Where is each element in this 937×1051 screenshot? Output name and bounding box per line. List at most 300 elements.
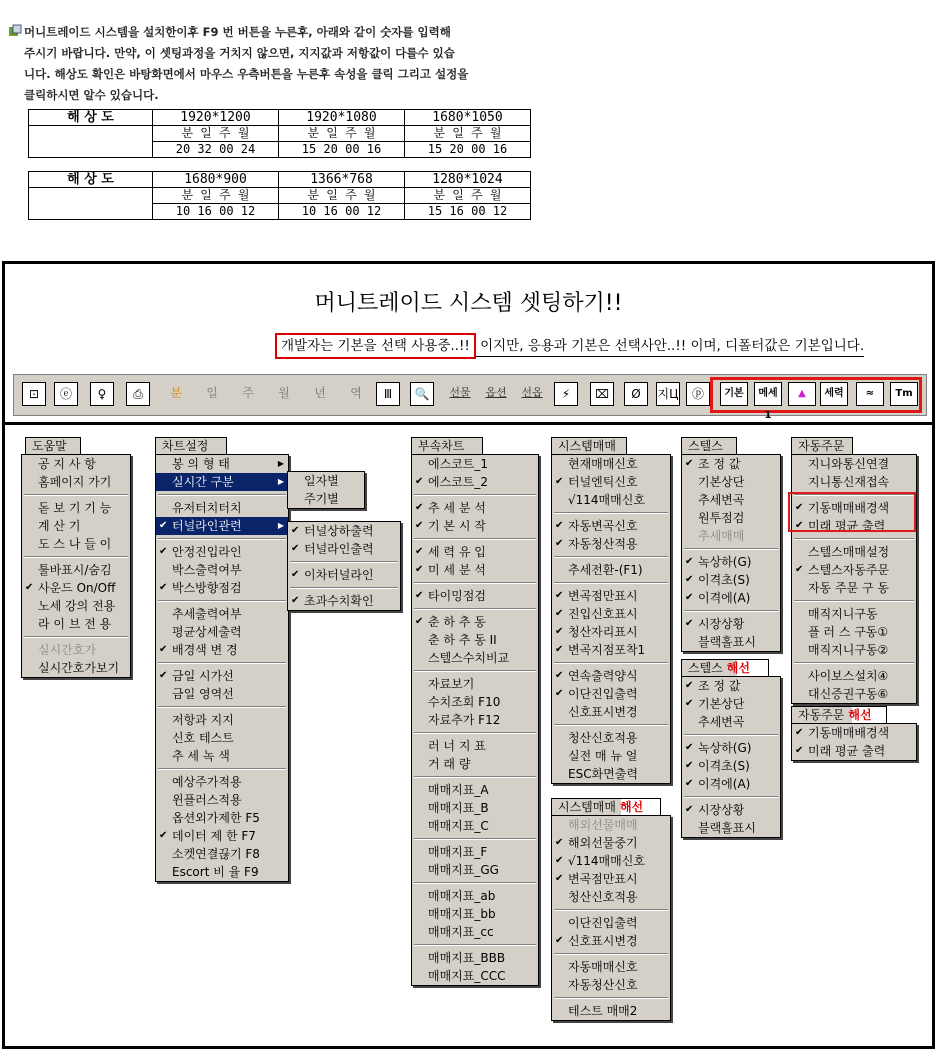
menu-item[interactable]	[792, 455, 916, 473]
menu-help	[21, 454, 131, 678]
menu-item-label: √114매매신호	[568, 493, 645, 507]
menu-title-chart[interactable]	[155, 437, 227, 454]
menu-item[interactable]	[792, 641, 916, 659]
menu-item-label: 청산신호적용	[568, 731, 638, 745]
bars-icon[interactable]: Ⅲ	[376, 382, 400, 406]
menu-separator	[158, 600, 286, 602]
menu-item[interactable]	[412, 499, 538, 517]
menu-item-label: 추세변곡	[698, 715, 745, 729]
trend-icon[interactable]: ▲	[788, 382, 816, 406]
menu-item-label: 자동 주문 구 동	[808, 581, 889, 595]
menu-item[interactable]	[156, 605, 288, 623]
menu-item[interactable]	[412, 613, 538, 631]
menu-separator	[414, 882, 536, 884]
menu-item-label: √114매매신호	[568, 854, 645, 868]
menu-item[interactable]	[412, 711, 538, 729]
menu-item[interactable]	[288, 592, 400, 610]
menu-item-label: 계 산 기	[38, 519, 81, 533]
jisu-icon[interactable]: 지Ц	[656, 382, 680, 406]
menu-item-label: 유저터치터치	[172, 501, 242, 515]
menu-item-label: 플 러 스 구동①	[808, 625, 889, 639]
menu-item[interactable]	[22, 597, 130, 615]
day-icon[interactable]: 일	[200, 382, 224, 406]
menu-title-label: 시스템매매	[558, 800, 616, 814]
menu-item-label: 홈페이지 가기	[38, 475, 112, 489]
menu-item-label: 평균상세출력	[172, 625, 242, 639]
menu-item[interactable]	[412, 755, 538, 773]
menu-item[interactable]	[552, 703, 670, 721]
menu-item-label: 매매지표_CCC	[428, 969, 506, 983]
p-icon[interactable]: ⓟ	[686, 382, 710, 406]
menu-item[interactable]	[792, 605, 916, 623]
menu-item-label: 터널상하출력	[304, 524, 374, 538]
menu-item-label: 에스코트_1	[428, 457, 489, 471]
menu-item-label: ESC화면출력	[568, 767, 638, 781]
menu-item-label: 일자별	[304, 474, 339, 488]
menu-item-label: 변곡점만표시	[568, 872, 638, 886]
menu-item[interactable]	[682, 527, 780, 545]
menu-item-label: 현재매매신호	[568, 457, 638, 471]
menu-item[interactable]	[792, 561, 916, 579]
menu-system	[551, 454, 671, 784]
minute-icon[interactable]: 분	[164, 382, 188, 406]
menu-item[interactable]	[792, 623, 916, 641]
menu-item[interactable]	[156, 809, 288, 827]
menu-item[interactable]	[412, 693, 538, 711]
menu-item[interactable]	[412, 843, 538, 861]
menu-separator	[414, 732, 536, 734]
overseas-label: 해선	[619, 800, 644, 814]
menu-item[interactable]	[682, 473, 780, 491]
menu-separator	[554, 909, 668, 911]
menu-title-label: 부속차트	[418, 439, 465, 453]
menu-title-system2[interactable]	[551, 798, 661, 815]
year-icon[interactable]: 년	[308, 382, 332, 406]
menu-separator	[684, 610, 778, 612]
select-icon[interactable]: 선옵	[518, 382, 546, 406]
menu-item[interactable]	[412, 905, 538, 923]
menu-item[interactable]	[412, 517, 538, 535]
menu-item-label: 실시간호가보기	[38, 661, 120, 675]
menu-item[interactable]	[682, 455, 780, 473]
menu-item-label: 이격초(S)	[698, 759, 750, 773]
menu-title-system[interactable]	[551, 437, 627, 454]
menu-separator	[554, 582, 668, 584]
resolution-cell: 1280*1024	[405, 172, 531, 188]
menu-item[interactable]	[682, 677, 780, 695]
chart-doc-icon[interactable]: ⊡	[22, 382, 46, 406]
menu-title-label: 스텔스	[688, 439, 723, 453]
menu-item-label: 기본상단	[698, 475, 745, 489]
menu-item-label: 라 이 브 전 용	[38, 617, 112, 631]
menu-item-label: 녹상하(G)	[698, 741, 752, 755]
wave-icon[interactable]: ≈	[856, 382, 884, 406]
menu-item[interactable]	[552, 958, 670, 976]
tm-icon[interactable]: Tm	[890, 382, 918, 406]
menu-item-label: 자동변곡신호	[568, 519, 638, 533]
resolution-cell: 1366*768	[279, 172, 405, 188]
menu-item[interactable]	[412, 967, 538, 985]
menu-separator	[414, 838, 536, 840]
menu-title-aux[interactable]	[411, 437, 483, 454]
menu-separator	[554, 953, 668, 955]
menu-item[interactable]	[682, 775, 780, 793]
menu-item[interactable]	[412, 473, 538, 491]
menu-item[interactable]	[552, 976, 670, 994]
menu-item[interactable]	[792, 742, 916, 760]
menu-item[interactable]	[552, 587, 670, 605]
menu-item[interactable]	[682, 757, 780, 775]
menu-item[interactable]	[412, 799, 538, 817]
resolution-cell: 1680*900	[153, 172, 279, 188]
menu-item-label: 이단진입출력	[568, 687, 638, 701]
menu-item[interactable]	[792, 685, 916, 703]
menu-item[interactable]	[792, 667, 916, 685]
menu-item-label: 매매지표_GG	[428, 863, 499, 877]
submenu-arrow-icon: ▶	[277, 477, 284, 486]
menu-item[interactable]	[288, 490, 364, 508]
menu-item[interactable]	[156, 455, 288, 473]
intro-line-1: 머니트레이드 시스템을 설치한이후 F9 번 버튼을 누른후, 아래와 같이 숫자를 입력해	[8, 22, 553, 43]
menu-item-label: 스텔스수치비교	[428, 651, 510, 665]
menu-item[interactable]	[156, 561, 288, 579]
menu-item-label: 기본상단	[698, 697, 745, 711]
menu-item[interactable]	[412, 543, 538, 561]
menu-item-label: 미래 평균 출력	[808, 744, 886, 758]
menu-item[interactable]	[156, 747, 288, 765]
menu-item-label: 자료보기	[428, 677, 475, 691]
menu-item-label: 해외선물매매	[568, 818, 638, 832]
menu-item-label: 미래 평균 출력	[808, 519, 886, 533]
menu-item[interactable]	[682, 509, 780, 527]
menu-item-label: 이격초(S)	[698, 573, 750, 587]
menu-item[interactable]	[552, 491, 670, 509]
menu-item-label: 미 세 분 석	[428, 563, 486, 577]
menu-item-label: 주기별	[304, 492, 339, 506]
intro-line-3: 니다. 해상도 확인은 바탕화면에서 마우스 우측버튼을 누른후 속성을 클릭 그리고 설정을	[24, 67, 469, 81]
menu-item-label: 연속출력양식	[568, 669, 638, 683]
menu-item[interactable]	[682, 819, 780, 837]
menu-separator	[554, 997, 668, 999]
menu-item[interactable]	[552, 641, 670, 659]
menu-item[interactable]	[552, 685, 670, 703]
menu-stealth	[681, 454, 781, 652]
menu-item-label: 실시간호가	[38, 643, 96, 657]
menu-item-label: 자동청산신호	[568, 978, 638, 992]
menu-item-label: 청산신호적용	[568, 890, 638, 904]
menu-item[interactable]	[156, 773, 288, 791]
menu-item-label: 매매지표_ab	[428, 889, 496, 903]
menu-sub2	[287, 521, 401, 611]
menu-item[interactable]	[792, 724, 916, 742]
menu-item[interactable]	[288, 472, 364, 490]
menu-item[interactable]	[552, 1002, 670, 1020]
basic-icon[interactable]: 기본	[720, 382, 748, 406]
submenu-arrow-icon: ▶	[277, 521, 284, 530]
menu-item[interactable]	[412, 587, 538, 605]
menu-item[interactable]	[412, 675, 538, 693]
menu-item-label: 노세 강의 전용	[38, 599, 116, 613]
menu-item[interactable]	[22, 455, 130, 473]
menu-item[interactable]	[156, 791, 288, 809]
blank-cell	[29, 188, 153, 204]
menu-item-label: 박스방향점검	[172, 581, 242, 595]
menu-item[interactable]	[412, 949, 538, 967]
menu-item[interactable]	[22, 659, 130, 677]
menu-item[interactable]	[156, 579, 288, 597]
mmi-icon[interactable]: 메세1	[754, 382, 782, 406]
menu-item-label: 스텔스매매설정	[808, 545, 890, 559]
menu-item-label: 거 래 량	[428, 757, 471, 771]
menu-item[interactable]	[22, 535, 130, 553]
menu-title-label: 자동주문	[798, 439, 845, 453]
options-icon[interactable]: 옵션	[482, 382, 510, 406]
menu-item[interactable]	[552, 888, 670, 906]
menu-item[interactable]	[552, 852, 670, 870]
menu-item-label: 추 세 분 석	[428, 501, 486, 515]
menu-item[interactable]	[552, 561, 670, 579]
menu-item-label: 추세변곡	[698, 493, 745, 507]
menu-item-label: 매매지표_B	[428, 801, 489, 815]
menu-stealth2	[681, 676, 781, 838]
menu-item[interactable]	[156, 667, 288, 685]
menu-item[interactable]	[156, 845, 288, 863]
menu-item[interactable]	[156, 641, 288, 659]
menu-item[interactable]	[552, 667, 670, 685]
resolution-cell: 1680*1050	[405, 110, 531, 126]
menu-item[interactable]	[682, 491, 780, 509]
window-icon[interactable]: ⌧	[590, 382, 614, 406]
menu-item-label: 추세전환-(F1)	[568, 563, 643, 577]
menu-item-label: 자동매매신호	[568, 960, 638, 974]
menu-item-label: 자동청산적용	[568, 537, 638, 551]
menu-item[interactable]	[682, 633, 780, 651]
menu-item-label: 실시간 구분	[172, 475, 234, 489]
menu-item[interactable]	[156, 623, 288, 641]
menu-item[interactable]	[22, 615, 130, 633]
menu-item-label: 조 정 값	[698, 679, 741, 693]
submenu-arrow-icon: ▶	[277, 459, 284, 468]
menu-separator	[290, 561, 398, 563]
table-label: 해 상 도	[29, 172, 153, 188]
menu-item-label: 세 력 유 입	[428, 545, 486, 559]
menu-item[interactable]	[412, 737, 538, 755]
menu-item[interactable]	[22, 517, 130, 535]
menu-title-auto[interactable]	[791, 437, 853, 454]
toolbar	[13, 374, 927, 421]
month-icon[interactable]: 월	[272, 382, 296, 406]
menu-item[interactable]	[682, 571, 780, 589]
menu-item-label: 사운드 On/Off	[38, 581, 116, 595]
menu-separator	[290, 587, 398, 589]
blank-cell	[29, 142, 153, 158]
menu-item-label: 매매지표_BBB	[428, 951, 506, 965]
menu-item[interactable]	[552, 535, 670, 553]
menu-item[interactable]	[156, 827, 288, 845]
menu-item[interactable]	[552, 914, 670, 932]
menu-item-label: 매매지표_F	[428, 845, 488, 859]
value-cell: 20 32 00 24	[153, 142, 279, 158]
lightning-icon[interactable]: ⚡	[554, 382, 578, 406]
menu-separator	[158, 768, 286, 770]
menu-item-label: 이격에(A)	[698, 591, 751, 605]
text-icon[interactable]: Ø	[624, 382, 648, 406]
menu-title-stealth[interactable]	[681, 437, 737, 454]
menu-item[interactable]	[552, 623, 670, 641]
menu-item[interactable]	[682, 801, 780, 819]
menu-item-label: 돋 보 기 기 능	[38, 501, 112, 515]
menu-auto2	[791, 723, 917, 761]
menu-item-label: 도 스 나 들 이	[38, 537, 112, 551]
menu-item-label: 러 너 지 표	[428, 739, 486, 753]
menu-item[interactable]	[682, 713, 780, 731]
menu-item[interactable]	[682, 615, 780, 633]
menu-sub1	[287, 471, 365, 509]
menu-item[interactable]	[412, 649, 538, 667]
menu-item[interactable]	[552, 729, 670, 747]
menu-item[interactable]	[552, 455, 670, 473]
menu-item[interactable]	[682, 589, 780, 607]
menu-item[interactable]	[552, 932, 670, 950]
menu-item-label: 이격에(A)	[698, 777, 751, 791]
highlight-box	[788, 492, 916, 532]
menu-chart	[155, 454, 289, 882]
unit-cell: 분 일 주 월	[405, 188, 531, 204]
menu-item-label: 블랙홀표시	[698, 635, 756, 649]
menu-item-label: 녹상하(G)	[698, 555, 752, 569]
menu-item-label: 변곡지점포착1	[568, 643, 646, 657]
overseas-label: 해선	[848, 708, 872, 722]
bulb-icon[interactable]: ♀	[90, 382, 114, 406]
menu-item[interactable]	[792, 579, 916, 597]
menu-item[interactable]	[288, 566, 400, 584]
menu-item[interactable]	[792, 473, 916, 491]
menu-item[interactable]	[552, 517, 670, 535]
menu-item[interactable]	[156, 473, 288, 491]
menu-item-label: 예상주가적용	[172, 775, 242, 789]
menu-item-label: 실전 매 뉴 얼	[568, 749, 638, 763]
menu-item[interactable]	[412, 817, 538, 835]
menu-item[interactable]	[682, 553, 780, 571]
menu-item-label: 신호표시변경	[568, 934, 638, 948]
menu-item[interactable]	[156, 685, 288, 703]
blank-cell	[29, 204, 153, 220]
menu-separator	[414, 776, 536, 778]
menu-separator	[158, 662, 286, 664]
week-icon[interactable]: 주	[236, 382, 260, 406]
menu-item-label: 해외선물중기	[568, 836, 638, 850]
menu-item-label: 대신증권구동⑥	[808, 687, 889, 701]
menu-item[interactable]	[552, 834, 670, 852]
menu-title-help[interactable]	[25, 437, 81, 454]
menu-item[interactable]	[412, 455, 538, 473]
menu-item[interactable]	[552, 765, 670, 783]
menu-separator	[554, 724, 668, 726]
resolution-cell: 1920*1080	[279, 110, 405, 126]
menu-item[interactable]	[22, 641, 130, 659]
menu-item[interactable]	[412, 861, 538, 879]
menu-title-stealth2[interactable]	[681, 659, 769, 676]
menu-item-label: 변곡점만표시	[568, 589, 638, 603]
menu-item[interactable]	[552, 747, 670, 765]
overseas-label: 해선	[726, 661, 750, 675]
menu-separator	[684, 548, 778, 550]
menu-item[interactable]	[412, 781, 538, 799]
menu-title-auto2[interactable]	[791, 706, 887, 723]
menu-item[interactable]	[552, 870, 670, 888]
reverse-icon[interactable]: 역	[344, 382, 368, 406]
menu-item-label: 금일 영역선	[172, 687, 234, 701]
menu-item[interactable]	[156, 543, 288, 561]
menu-item[interactable]	[156, 729, 288, 747]
menu-item-label: 소켓연결끊기 F8	[172, 847, 260, 861]
menu-item[interactable]	[552, 816, 670, 834]
menu-item-label: 조 정 값	[698, 457, 741, 471]
menu-item-label: 기동매매배경색	[808, 501, 890, 515]
menu-item-label: 청산자리표시	[568, 625, 638, 639]
resolution-cell: 1920*1200	[153, 110, 279, 126]
menu-item[interactable]	[682, 695, 780, 713]
menu-item-label: 시장상황	[698, 803, 745, 817]
menu-item[interactable]	[412, 887, 538, 905]
menu-item-label: 지니와통신연결	[808, 457, 890, 471]
menu-item[interactable]	[412, 923, 538, 941]
menu-item[interactable]	[22, 561, 130, 579]
intro-line-4: 클릭하시면 알수 있습니다.	[24, 88, 159, 102]
menu-aux	[411, 454, 539, 986]
menu-item[interactable]	[156, 711, 288, 729]
print-icon[interactable]: ⎙	[126, 382, 150, 406]
menu-separator	[414, 538, 536, 540]
menu-item[interactable]	[412, 631, 538, 649]
menu-item-label: 배경색 변 경	[172, 643, 238, 657]
menu-item[interactable]	[682, 739, 780, 757]
menu-item[interactable]	[288, 540, 400, 558]
e-icon[interactable]: ⓔ	[54, 382, 78, 406]
menu-item[interactable]	[288, 522, 400, 540]
menu-item-label: 매직지니구동	[808, 607, 878, 621]
menu-title-label: 도움말	[32, 439, 67, 453]
menu-separator	[554, 512, 668, 514]
menu-item[interactable]	[552, 473, 670, 491]
search-icon[interactable]: 🔍	[410, 382, 434, 406]
futures-icon[interactable]: 선물	[446, 382, 474, 406]
table-label: 해 상 도	[29, 110, 153, 126]
menu-item-label: 안정진입라인	[172, 545, 242, 559]
menu-item-label: 공 지 사 항	[38, 457, 96, 471]
menu-item[interactable]	[792, 543, 916, 561]
menu-separator	[794, 662, 914, 664]
menu-item[interactable]	[22, 579, 130, 597]
force-icon[interactable]: 세력	[820, 382, 848, 406]
menu-item[interactable]	[22, 499, 130, 517]
menu-item[interactable]	[22, 473, 130, 491]
menu-item-label: 시장상황	[698, 617, 745, 631]
menu-item[interactable]	[552, 605, 670, 623]
resolution-table-1	[28, 109, 531, 158]
menu-separator	[414, 608, 536, 610]
install-icon	[8, 24, 22, 38]
menu-item[interactable]	[156, 863, 288, 881]
menu-item-label: 박스출력여부	[172, 563, 242, 577]
menu-item[interactable]	[412, 561, 538, 579]
menu-separator	[414, 670, 536, 672]
menu-item[interactable]	[156, 517, 288, 535]
menu-separator	[554, 556, 668, 558]
intro-line-2: 주시기 바랍니다. 만약, 이 셋팅과정을 거치지 않으면, 지지값과 저항값이 다를수 있습	[24, 46, 455, 60]
menu-separator	[24, 494, 128, 496]
menu-item[interactable]	[156, 499, 288, 517]
